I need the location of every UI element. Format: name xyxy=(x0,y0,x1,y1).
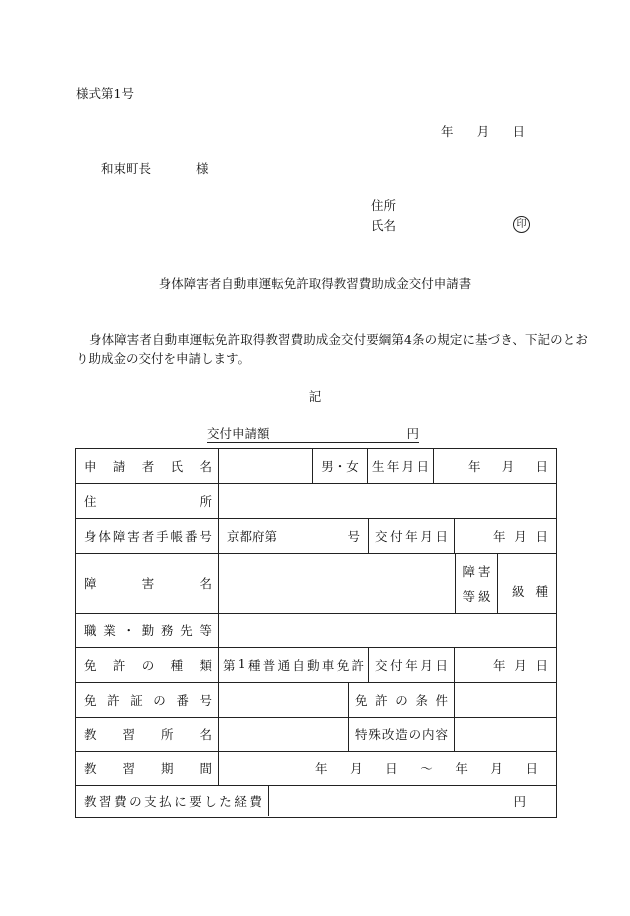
row-handbook xyxy=(76,518,556,554)
seal-mark: 印 xyxy=(513,215,530,233)
expense-label: 教 習 費 の 支 払 に 要 し た 経 費 xyxy=(76,785,269,816)
period-label: 教 習 期 間 xyxy=(76,751,219,785)
license-issue-field[interactable]: 年 月 日 xyxy=(493,657,548,673)
body-line-2: り助成金の交付を申請します。 xyxy=(76,351,251,366)
address-row-label: 住 所 xyxy=(76,483,219,518)
special-mod-label: 特 殊 改 造 の 内 容 xyxy=(349,717,455,751)
document-title: 身体障害者自動車運転免許取得教習費助成金交付申請書 xyxy=(158,276,472,291)
license-number-field[interactable] xyxy=(219,682,349,717)
requested-amount xyxy=(207,424,419,443)
license-number-label: 免 許 証 の 番 号 xyxy=(76,682,219,717)
name-label: 氏名 xyxy=(371,218,397,233)
row-school xyxy=(76,717,556,752)
occupation-label: 職 業 ・ 勤 務 先 等 xyxy=(76,613,219,647)
amount-unit: 円 xyxy=(406,426,419,441)
disability-name-field[interactable] xyxy=(219,553,456,613)
disability-grade-field[interactable]: 級 種 xyxy=(512,584,548,599)
row-expense xyxy=(76,785,556,816)
row-applicant xyxy=(76,449,556,484)
form-number: 様式第1号 xyxy=(76,86,134,101)
license-type-label: 免 許 の 種 類 xyxy=(76,647,219,682)
addressee-honorific: 様 xyxy=(196,161,209,176)
application-table xyxy=(75,448,557,818)
handbook-issue-field[interactable]: 年 月 日 xyxy=(493,528,548,544)
addressee-name: 和束町長 xyxy=(101,161,152,176)
license-issue-label: 交 付 年 月 日 xyxy=(369,647,455,682)
row-occupation xyxy=(76,613,556,648)
occupation-field[interactable] xyxy=(219,613,556,647)
handbook-issue-label: 交 付 年 月 日 xyxy=(369,518,455,553)
row-address xyxy=(76,483,556,519)
license-conditions-field[interactable] xyxy=(455,682,556,717)
disability-name-label: 障 害 名 xyxy=(76,553,219,613)
license-type-value: 第 1 種 普 通 自 動 車 免 許 xyxy=(219,647,369,682)
date-month: 月 xyxy=(476,124,490,139)
applicant-name-label: 申 請 者 氏 名 xyxy=(76,449,219,483)
row-license-type xyxy=(76,647,556,683)
applicant-name-field[interactable] xyxy=(219,449,313,483)
handbook-number-label: 身 体 障 害 者 手 帳 番 号 xyxy=(76,518,219,553)
school-name-label: 教 習 所 名 xyxy=(76,717,219,751)
period-field[interactable]: 年 月 日 ～ 年 月 日 xyxy=(315,761,538,776)
gender-selector[interactable]: 男・女 xyxy=(313,449,368,483)
date-year: 年 xyxy=(441,124,454,139)
row-license-number xyxy=(76,682,556,718)
date-line xyxy=(441,122,525,140)
handbook-number-field[interactable]: 京都府第 号 xyxy=(219,518,369,553)
ki-heading: 記 xyxy=(308,389,322,404)
special-mod-field[interactable] xyxy=(455,717,556,751)
school-name-field[interactable] xyxy=(219,717,349,751)
address-label: 住所 xyxy=(371,198,397,213)
license-conditions-label: 免 許 の 条 件 xyxy=(349,682,455,717)
expense-yen: 円 xyxy=(513,793,526,809)
disability-grade-label: 障 害 等 級 xyxy=(456,553,498,613)
row-period xyxy=(76,751,556,786)
date-day: 日 xyxy=(512,124,525,139)
birth-date-field[interactable]: 年 月 日 xyxy=(468,459,548,474)
birth-date-label: 生 年 月 日 xyxy=(368,449,434,483)
address-field[interactable] xyxy=(219,483,556,518)
body-line-1: 身体障害者自動車運転免許取得教習費助成金交付要綱第4条の規定に基づき、下記のとお xyxy=(89,332,588,347)
amount-label: 交付申請額 xyxy=(207,426,270,441)
row-disability xyxy=(76,553,556,614)
expense-field[interactable] xyxy=(269,785,556,816)
